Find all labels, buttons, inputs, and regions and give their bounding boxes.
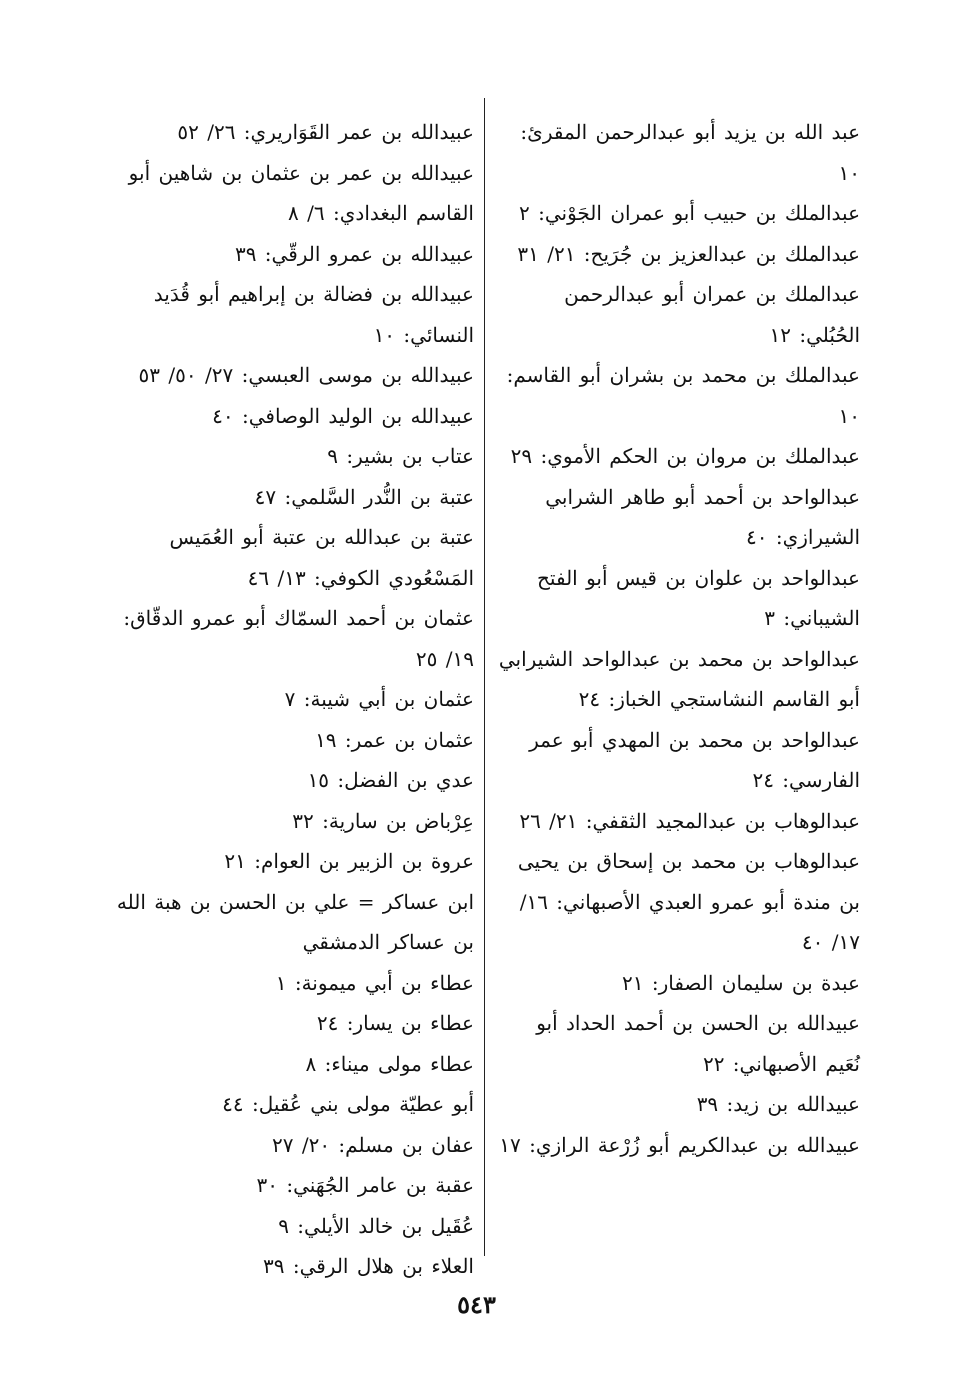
index-entry: عبيدالله بن الحسن بن أحمد الحداد أبو نُعَيم الأصبهاني: ٢٢ <box>536 1011 860 1076</box>
index-entry: عبيدالله بن زيد: ٣٩ <box>696 1092 860 1116</box>
page-number: ٥٤٣ <box>457 1290 496 1319</box>
index-entry: عبد الله بن يزيد أبو عبدالرحمن المقرئ: ١٠ <box>520 120 860 185</box>
index-entry: العلاء بن هلال الرقي: ٣٩ <box>262 1254 474 1278</box>
index-entry: عروة بن الزبير بن العوام: ٢١ <box>224 849 474 873</box>
index-entry: عِرْباض بن سارية: ٣٢ <box>292 808 474 833</box>
column-divider <box>484 98 485 1256</box>
index-entry: عتبة بن النُّدر السَّلمي: ٤٧ <box>254 484 474 509</box>
index-entry: عبدالملك بن مروان بن الحكم الأموي: ٢٩ <box>510 444 860 468</box>
index-entry: عبيدالله بن فضالة بن إبراهيم أبو قُدَيد النسائي: ١٠ <box>153 282 474 347</box>
index-entry: عبيدالله بن موسى العبسي: ٢٧/ ٥٠/ ٥٣ <box>138 363 474 387</box>
index-entry: عبيدالله بن عمرو الرقّي: ٣٩ <box>234 241 474 266</box>
index-entry: عفان بن مسلم: ٢٠/ ٢٧ <box>272 1132 474 1157</box>
index-entry: عبيدالله بن عمر بن عثمان بن شاهين أبو القاسم البغدادي: ٦/ ٨ <box>128 160 474 225</box>
index-entry: عثمان بن أبي شيبة: ٧ <box>284 687 474 711</box>
index-entry: عبدالوهاب بن عبدالمجيد الثقفي: ٢١/ ٢٦ <box>519 808 860 833</box>
index-entry: عثمان بن أحمد السمّاك أبو عمرو الدقّاق: ١٩/ ٢٥ <box>123 606 474 671</box>
index-entry: عطاء بن أبي ميمونة: ١ <box>275 970 474 995</box>
index-entry: عبدالملك بن محمد بن بشران أبو القاسم: ١٠ <box>506 363 860 428</box>
index-entry: عثمان بن عمر: ١٩ <box>315 727 474 752</box>
index-entry: عبدالواحد بن علوان بن قيس أبو الفتح الشيباني: ٣ <box>537 565 860 630</box>
index-entry: عبدالواحد بن محمد بن عبدالواحد الشيرابي أبو القاسم النشاستجي الخباز: ٢٤ <box>498 646 860 711</box>
index-entry: عبدالواحد بن أحمد أبو طاهر الشرابي الشيرازي: ٤٠ <box>545 484 860 549</box>
index-entry: عبيدالله بن عمر القَوَاريري: ٢٦/ ٥٢ <box>177 120 474 144</box>
index-entry: عُقَيل بن خالد الأيلي: ٩ <box>278 1213 474 1238</box>
index-column-right <box>498 112 860 1165</box>
index-entry: عبدالملك بن عمران أبو عبدالرحمن الحُبُلي: ١٢ <box>564 282 860 347</box>
index-entry: عطاء بن يسار: ٢٤ <box>316 1011 474 1035</box>
index-entry: عبدالملك بن حبيب أبو عمران الجَوْني: ٢ <box>518 201 860 225</box>
index-entry: أبو عطيّة مولى بني عُقيل: ٤٤ <box>222 1092 474 1116</box>
index-entry: عتاب بن بشير: ٩ <box>327 444 474 468</box>
index-entry: عبدالوهاب بن محمد بن إسحاق بن يحيى بن مندة أبو عمرو العبدي الأصبهاني: ١٦/ ١٧/ ٤٠ <box>517 849 860 954</box>
index-entry: عطاء مولى ميناء: ٨ <box>305 1051 474 1076</box>
index-entry: عبدالملك بن عبدالعزيز بن جُرَيح: ٢١/ ٣١ <box>517 241 860 266</box>
index-entry: عدي بن الفضل: ١٥ <box>307 768 474 792</box>
index-entry: عبدالواحد بن محمد بن المهدي أبو عمر الفارسي: ٢٤ <box>529 727 860 792</box>
index-entry: ابن عساكر = علي بن الحسن بن هبة الله بن عساكر الدمشقي <box>116 889 474 954</box>
index-entry: عبيدالله بن الوليد الوصافي: ٤٠ <box>212 403 474 428</box>
index-entry: عتبة بن عبدالله بن عتبة أبو العُمَيس المَسْعُودي الكوفي: ١٣/ ٤٦ <box>169 525 474 590</box>
index-column-left <box>108 112 474 1287</box>
index-entry: عقبة بن عامر الجُهَني: ٣٠ <box>256 1173 474 1197</box>
index-entry: عبدة بن سليمان الصفار: ٢١ <box>621 970 860 995</box>
index-entry: عبيدالله بن عبدالكريم أبو زُرْعة الرازي: ١٧ <box>499 1132 860 1157</box>
